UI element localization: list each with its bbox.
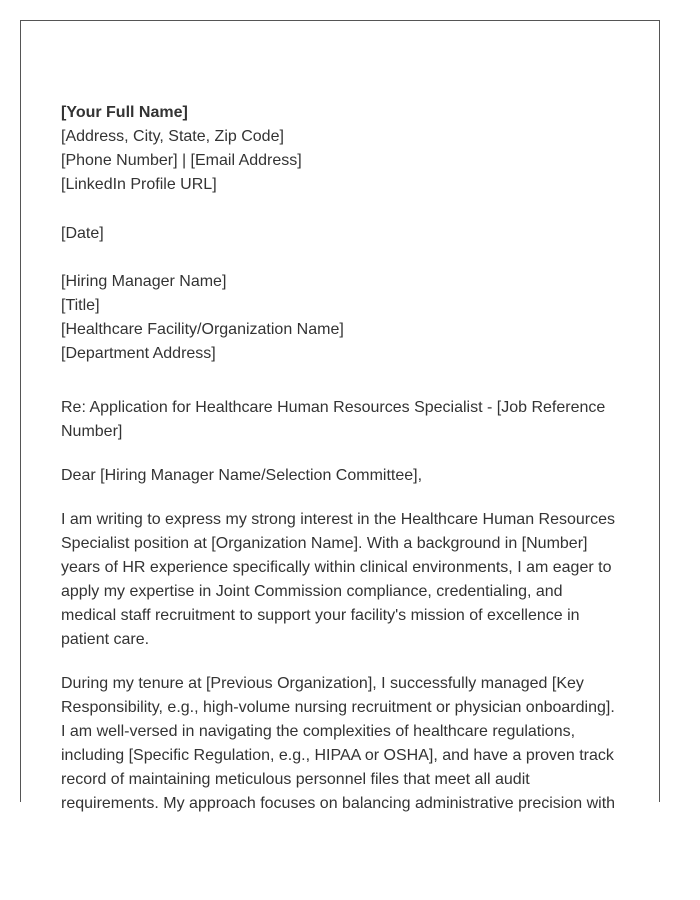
recipient-name: [Hiring Manager Name] (61, 273, 227, 290)
sender-name: [Your Full Name] (61, 104, 188, 121)
recipient-address: [Department Address] (61, 345, 216, 362)
salutation: Dear [Hiring Manager Name/Selection Committee], (61, 467, 423, 484)
sender-linkedin: [LinkedIn Profile URL] (61, 176, 217, 193)
letter-date: [Date] (61, 225, 104, 242)
recipient-title: [Title] (61, 297, 100, 314)
letter-body (61, 101, 621, 816)
sender-address: [Address, City, State, Zip Code] (61, 128, 284, 145)
subject-line: Re: Application for Healthcare Human Resources Specialist - [Job Reference Number] (61, 399, 606, 440)
recipient-block (61, 270, 621, 366)
letter-page (20, 20, 660, 812)
sender-block (61, 101, 621, 197)
body-paragraph-2: During my tenure at [Previous Organization], I successfully managed [Key Responsibility, e.g., high-volume nursing recruitment or physician onboarding]. I am well-versed in navigating the complexities of healthcare regulations, including [Specific Regulation, e.g., HIPAA or OSHA], and have a proven track record of maintaining meticulous personnel files that meet all audit requirements. My approach focuses on balancing administrative precision with (61, 675, 616, 812)
sender-contact: [Phone Number] | [Email Address] (61, 152, 302, 169)
recipient-organization: [Healthcare Facility/Organization Name] (61, 321, 344, 338)
body-paragraph-1: I am writing to express my strong interest in the Healthcare Human Resources Specialist position at [Organization Name]. With a background in [Number] years of HR experience specifically within clinical environments, I am eager to apply my expertise in Joint Commission compliance, credentialing, and medical staff recruitment to support your facility's mission of excellence in patient care. (61, 511, 616, 648)
date-block (61, 222, 621, 246)
